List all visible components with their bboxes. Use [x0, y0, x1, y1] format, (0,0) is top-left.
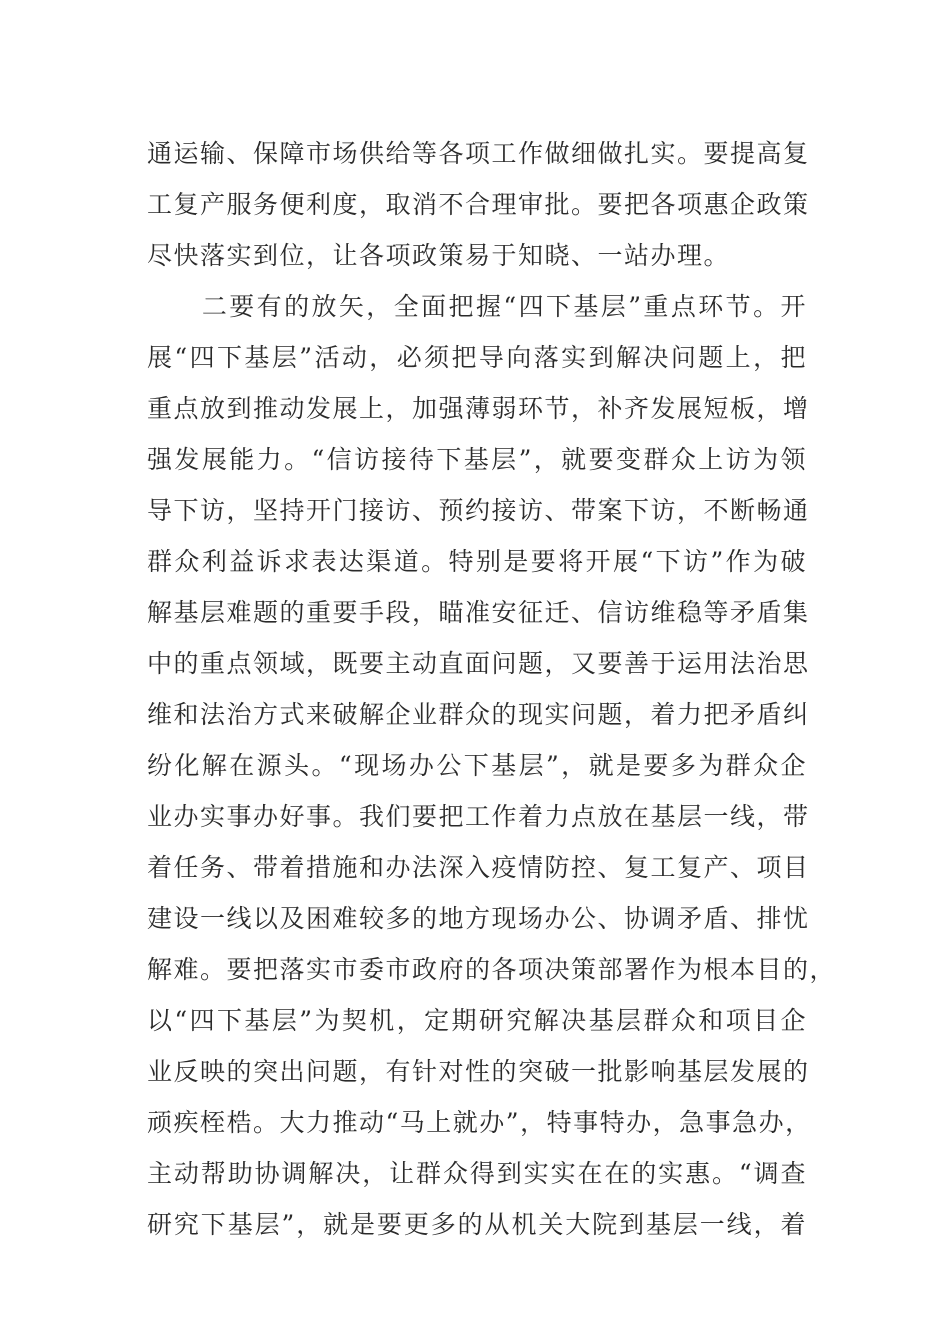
- body-text: [147, 128, 837, 1250]
- text-line-2: 工复产服务便利度，取消不合理审批。要把各项惠企政策: [147, 190, 810, 219]
- text-line-1: 通运输、保障市场供给等各项工作做细做扎实。要提高复: [147, 139, 810, 168]
- text-line-9: 群众利益诉求表达渠道。特别是要将开展“下访”作为破: [147, 547, 807, 576]
- text-line-6: 重点放到推动发展上，加强薄弱环节，补齐发展短板，增: [147, 394, 810, 423]
- text-line-11: 中的重点领域，既要主动直面问题，又要善于运用法治思: [147, 649, 810, 678]
- text-line-15: 着任务、带着措施和办法深入疫情防控、复工复产、项目: [147, 853, 810, 882]
- text-line-12: 维和法治方式来破解企业群众的现实问题，着力把矛盾纠: [147, 700, 810, 729]
- text-line-5: 展“四下基层”活动，必须把导向落实到解决问题上，把: [147, 343, 807, 372]
- text-line-22: 研究下基层”，就是要更多的从机关大院到基层一线，着: [147, 1210, 807, 1239]
- text-line-16: 建设一线以及困难较多的地方现场办公、协调矛盾、排忧: [147, 904, 810, 933]
- text-line-17: 解难。要把落实市委市政府的各项决策部署作为根本目的，: [147, 955, 837, 984]
- text-line-7: 强发展能力。“信访接待下基层”，就要变群众上访为领: [147, 445, 807, 474]
- text-line-3: 尽快落实到位，让各项政策易于知晓、一站办理。: [147, 241, 731, 270]
- text-line-4: 二要有的放矢，全面把握“四下基层”重点环节。开: [147, 292, 807, 321]
- text-line-18: 以“四下基层”为契机，定期研究解决基层群众和项目企: [147, 1006, 807, 1035]
- text-line-13: 纷化解在源头。“现场办公下基层”，就是要多为群众企: [147, 751, 807, 780]
- text-line-10: 解基层难题的重要手段，瞄准安征迁、信访维稳等矛盾集: [147, 598, 810, 627]
- text-line-21: 主动帮助协调解决，让群众得到实实在在的实惠。“调查: [147, 1159, 807, 1188]
- text-line-20: 顽疾桎梏。大力推动“马上就办”，特事特办，急事急办，: [147, 1108, 812, 1137]
- text-line-14: 业办实事办好事。我们要把工作着力点放在基层一线，带: [147, 802, 810, 831]
- text-line-19: 业反映的突出问题，有针对性的突破一批影响基层发展的: [147, 1057, 810, 1086]
- text-line-8: 导下访，坚持开门接访、预约接访、带案下访，不断畅通: [147, 496, 810, 525]
